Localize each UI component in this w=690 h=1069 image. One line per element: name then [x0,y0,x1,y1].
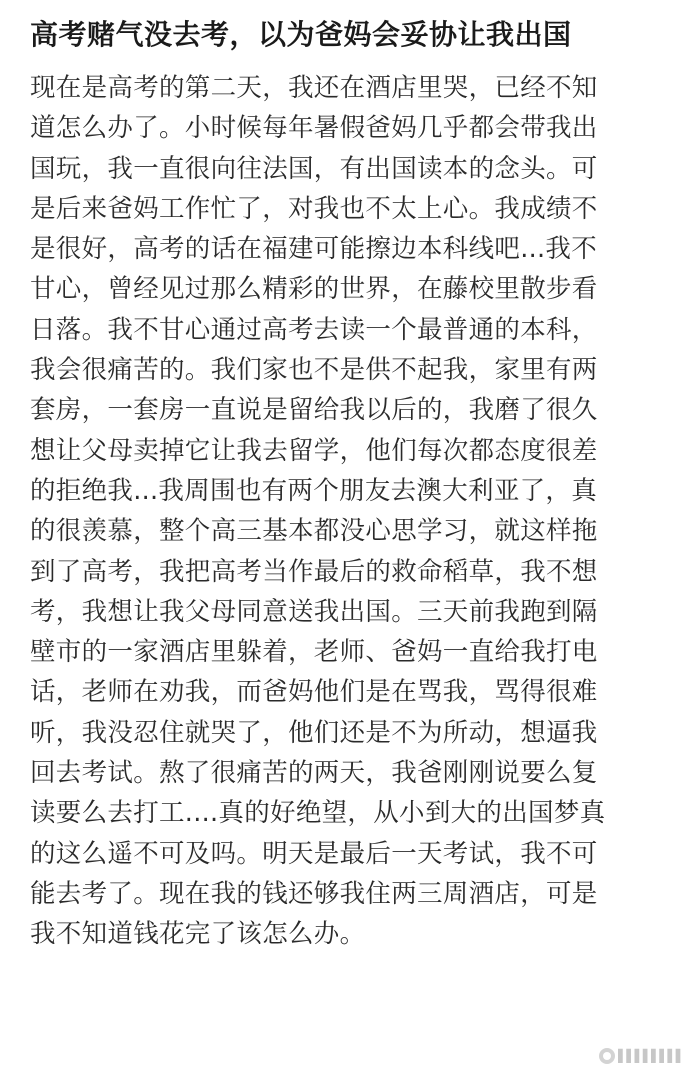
post-line: 道怎么办了。小时候每年暑假爸妈几乎都会带我出 [30,113,598,144]
post-line: 现在是高考的第二天，我还在酒店里哭，已经不知 [30,73,598,103]
post-line: 回去考试。熬了很痛苦的两天，我爸刚刚说要么复 [30,758,598,789]
post-line: 套房，一套房一直说是留给我以后的，我磨了很久 [30,395,598,426]
post-line: 听，我没忍住就哭了，他们还是不为所动，想逼我 [30,717,598,748]
post-line: 的拒绝我...我周围也有两个朋友去澳大利亚了，真 [30,475,598,506]
post-title: 高考赌气没去考，以为爸妈会妥协让我出国 [30,18,572,51]
post-line: 甘心，曾经见过那么精彩的世界，在藤校里散步看 [30,274,598,305]
post-line: 话，老师在劝我，而爸妈他们是在骂我，骂得很难 [30,677,598,708]
post-line: 的这么遥不可及吗。明天是最后一天考试，我不可 [30,838,598,869]
post-body [30,68,660,955]
post-line: 是后来爸妈工作忙了，对我也不太上心。我成绩不 [30,193,598,224]
post-line: 考，我想让我父母同意送我出国。三天前我跑到隔 [30,596,598,627]
post-line: 的很羡慕，整个高三基本都没心思学习，就这样拖 [30,516,598,547]
post-line: 读要么去打工....真的好绝望，从小到大的出国梦真 [30,798,606,829]
post-line: 我不知道钱花完了该怎么办。 [30,919,366,950]
post-line: 日落。我不甘心通过高考去读一个最普通的本科， [30,314,598,345]
post-line: 壁市的一家酒店里躲着，老师、爸妈一直给我打电 [30,637,598,668]
post-line: 国玩，我一直很向往法国，有出国读本的念头。可 [30,153,598,184]
post-line: 我会很痛苦的。我们家也不是供不起我，家里有两 [30,355,598,386]
post-line: 想让父母卖掉它让我去留学，他们每次都态度很差 [30,435,598,466]
watermark-text: ▌▌▌▌▌▌▌▌ [618,1049,684,1063]
watermark [599,1047,684,1065]
post-line: 到了高考，我把高考当作最后的救命稻草，我不想 [30,556,598,587]
post-line: 是很好，高考的话在福建可能擦边本科线吧...我不 [30,234,598,265]
weibo-logo-icon [599,1048,615,1064]
post-line: 能去考了。现在我的钱还够我住两三周酒店，可是 [30,878,598,909]
